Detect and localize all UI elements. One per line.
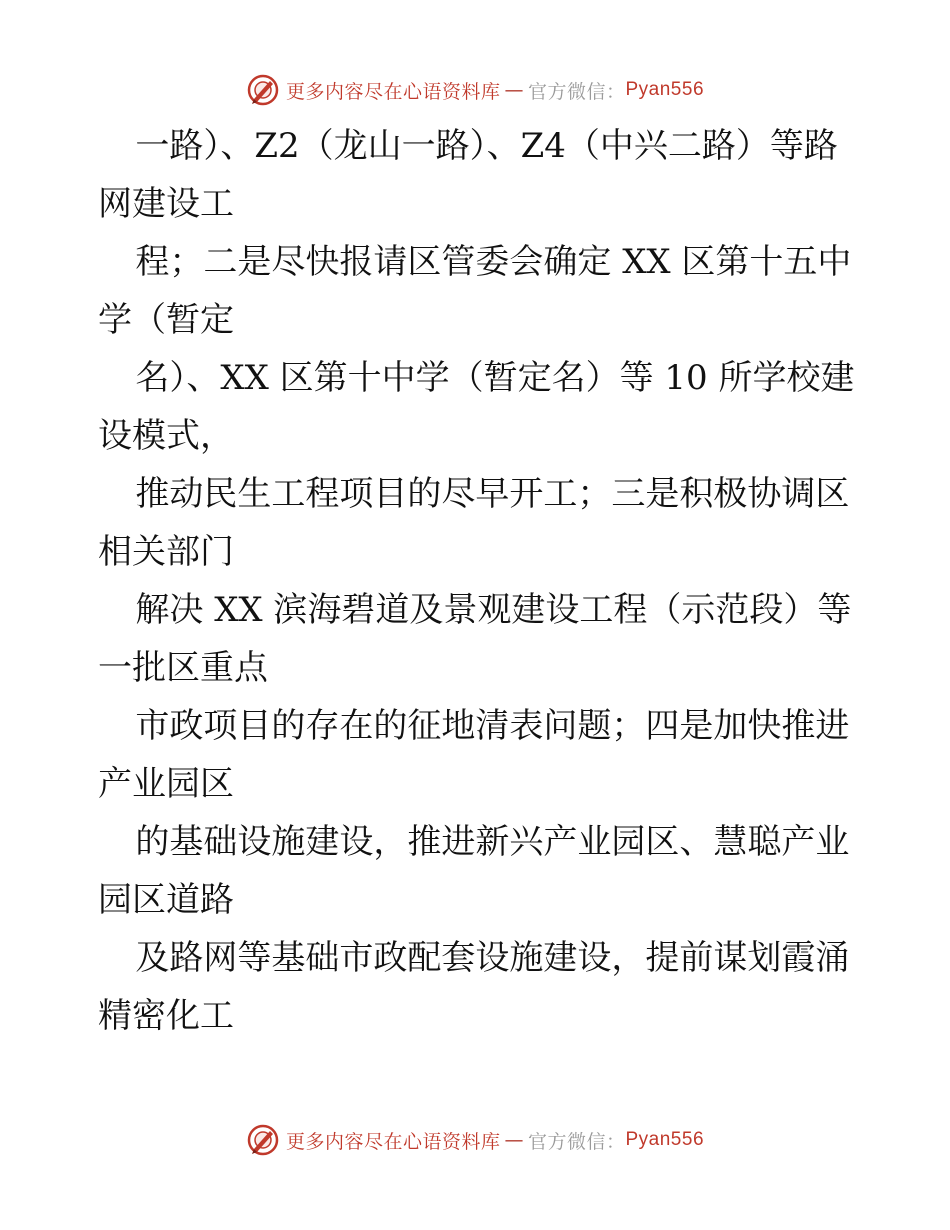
pen-logo-icon	[246, 73, 280, 107]
paragraph-line: 程；二是尽快报请区管委会确定 XX 区第十五中学（暂定	[98, 242, 852, 340]
header-banner	[0, 70, 950, 110]
footer-site-text: 更多内容尽在心语资料库	[285, 1130, 501, 1153]
paragraph-line: 一路）、Z2（龙山一路）、Z4（中兴二路）等路网建设工	[98, 126, 838, 224]
paragraph-line: 的基础设施建设，推进新兴产业园区、慧聪产业园区道路	[98, 822, 850, 920]
paragraph-line: 名）、XX 区第十中学（暂定名）等 10 所学校建设模式，	[98, 358, 855, 456]
footer-dash: —	[504, 1129, 524, 1151]
paragraph-line: 推动民生工程项目的尽早开工；三是积极协调区相关部门	[98, 474, 850, 572]
paragraph-line: 解决 XX 滨海碧道及景观建设工程（示范段）等一批区重点	[98, 590, 852, 688]
footer-wechat-label: 官方微信：	[527, 1130, 626, 1153]
footer-banner	[0, 1120, 950, 1160]
document-body	[98, 117, 858, 1045]
paragraph-line: 及路网等基础市政配套设施建设，提前谋划霞涌精密化工	[98, 938, 850, 1036]
pen-logo-icon	[246, 1123, 280, 1157]
header-dash: —	[504, 79, 524, 101]
header-wechat-id: Pyan556	[625, 79, 705, 100]
paragraph-line: 市政项目的存在的征地清表问题；四是加快推进产业园区	[98, 706, 850, 804]
header-site-text: 更多内容尽在心语资料库	[285, 80, 501, 103]
footer-wechat-id: Pyan556	[625, 1129, 705, 1150]
header-wechat-label: 官方微信：	[527, 80, 626, 103]
